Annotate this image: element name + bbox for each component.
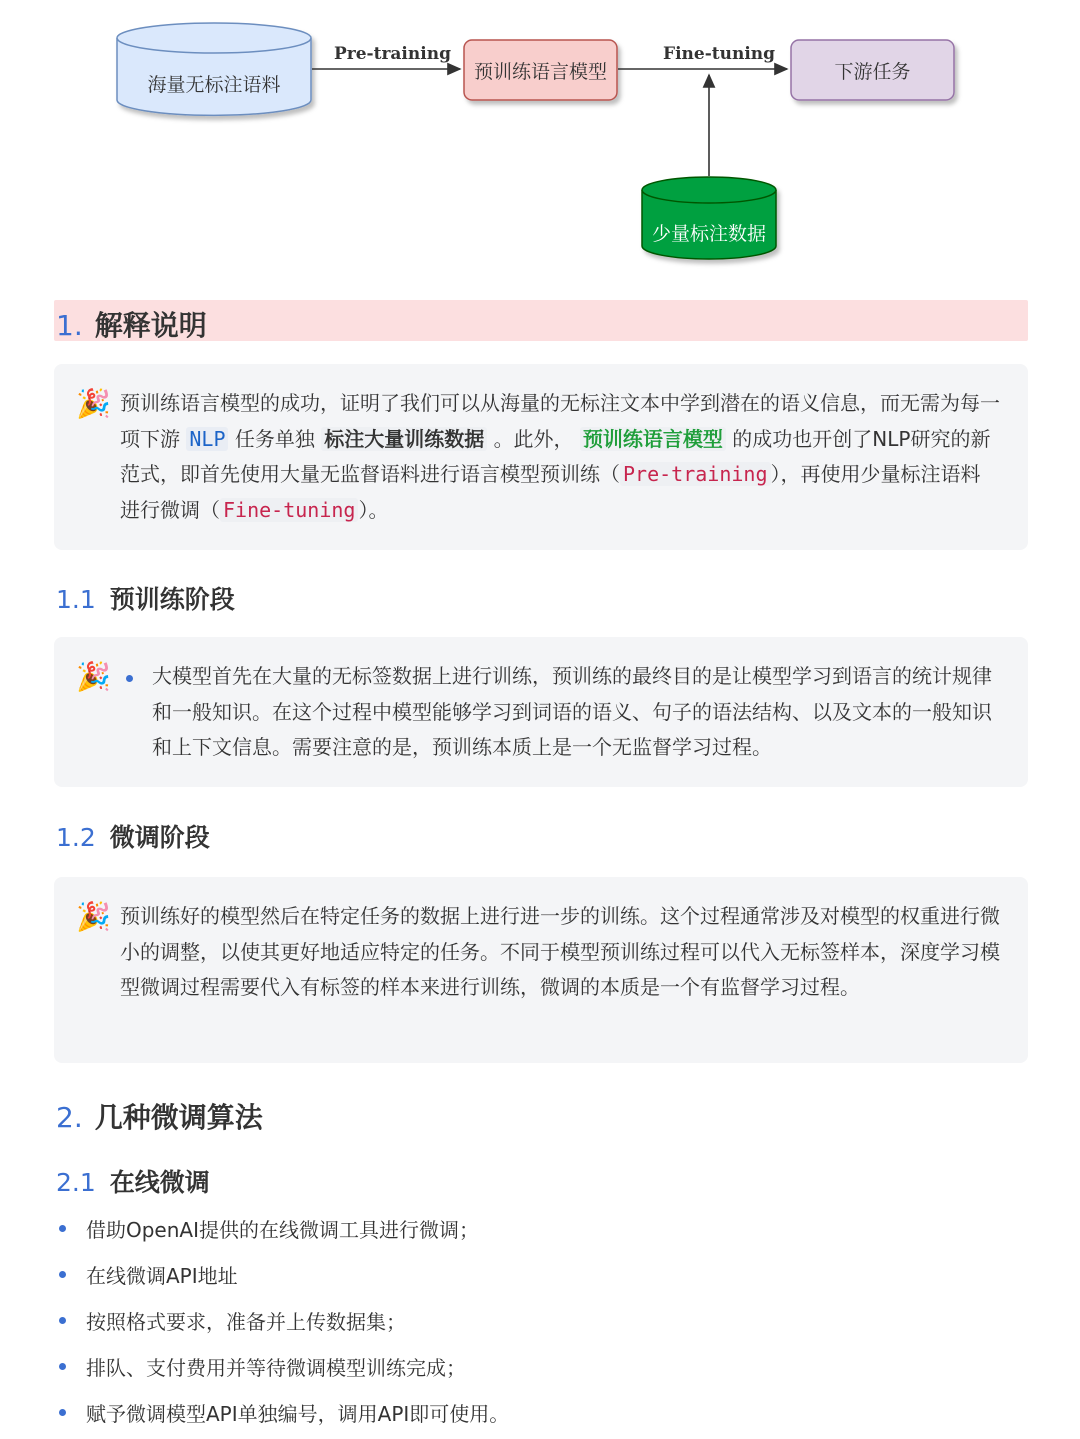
labeled-node-label: 少量标注数据 xyxy=(651,223,766,245)
bullet-dot xyxy=(59,1363,66,1370)
section-1-2-number: 1.2 xyxy=(56,823,96,852)
section-1-heading xyxy=(56,304,207,344)
list-item-text: 在线微调API地址 xyxy=(86,1264,238,1288)
pretrain-finetune-diagram xyxy=(0,0,1080,290)
section-2-1-number: 2.1 xyxy=(56,1168,96,1197)
section-2-heading xyxy=(56,1096,263,1136)
section-1-2-callout xyxy=(54,877,1028,1063)
section-2-1-title: 在线微调 xyxy=(109,1168,210,1197)
code-pre-training: Pre-training xyxy=(620,462,771,486)
section-1-1-title: 预训练阶段 xyxy=(109,585,235,614)
party-popper-icon: 🎉 xyxy=(76,387,111,420)
callout-text-part: ），再使用少量标注语料进行微调（ xyxy=(120,462,981,522)
finetuning-edge-label: Fine-tuning xyxy=(663,44,776,64)
downstream-node-label: 下游任务 xyxy=(834,61,911,83)
section-1-1-number: 1.1 xyxy=(56,585,96,614)
section-1-1-callout-text: 大模型首先在大量的无标签数据上进行训练，预训练的最终目的是让模型学习到语言的统计规律和一般知识。在这个过程中模型能够学习到词语的语义、句子的语法结构、以及文本的一般知识和上下文信息。需要注意的是，预训练本质上是一个无监督学习过程。 xyxy=(152,664,992,759)
callout-text-part: ）。 xyxy=(358,497,389,522)
list-item-text: 按照格式要求，准备并上传数据集； xyxy=(86,1310,406,1334)
list-item xyxy=(56,1352,466,1381)
callout-text-part: 。此外， xyxy=(493,426,574,451)
section-1-callout xyxy=(54,364,1028,550)
source-node-label: 海量无标注语料 xyxy=(147,74,281,96)
model-node-label: 预训练语言模型 xyxy=(473,61,607,83)
list-item-text: 排队、支付费用并等待微调模型训练完成； xyxy=(86,1356,466,1380)
code-fine-tuning: Fine-tuning xyxy=(220,498,358,522)
bullet-dot xyxy=(59,1317,66,1324)
pretraining-edge-label: Pre-training xyxy=(334,44,451,64)
section-2-1-heading xyxy=(56,1163,210,1199)
bullet-dot xyxy=(59,1225,66,1232)
bullet-dot xyxy=(59,1409,66,1416)
labeled-database-icon xyxy=(642,177,776,259)
bullet-dot xyxy=(126,675,133,682)
section-1-2-callout-text: 预训练好的模型然后在特定任务的数据上进行进一步的训练。这个过程通常涉及对模型的权重进行微小的调整，以使其更好地适应特定的任务。不同于模型预训练过程可以代入无标签样本，深度学习模型微调过程需要代入有标签的样本来进行训练，微调的本质是一个有监督学习过程。 xyxy=(120,904,1000,999)
list-item-text: 借助OpenAI提供的在线微调工具进行微调； xyxy=(86,1218,479,1242)
section-1-1-heading xyxy=(56,580,235,616)
callout-text-part: 预训练语言模型的成功，证明了我们可以从海量的无标注文本中学到潜在的语义信息，而无需为每一项下游 xyxy=(120,391,1000,451)
section-1-title: 解释说明 xyxy=(94,309,207,342)
bold-label-data: 标注大量训练数据 xyxy=(321,427,487,451)
section-1-2-title: 微调阶段 xyxy=(109,823,210,852)
list-item-text: 赋予微调模型API单独编号，调用API即可使用。 xyxy=(86,1402,510,1426)
callout-text-part: 的成功也开创了NLP研究的新范式，即首先使用大量无监督语料进行语言模型预训练（ xyxy=(120,426,991,486)
diagram-shapes xyxy=(0,0,1080,290)
list-item xyxy=(56,1306,406,1335)
list-item xyxy=(56,1398,509,1427)
section-1-1-callout xyxy=(54,637,1028,787)
section-1-callout-text xyxy=(120,386,1000,528)
section-1-2-heading xyxy=(56,818,210,854)
code-nlp: NLP xyxy=(186,427,228,451)
party-popper-icon: 🎉 xyxy=(76,900,111,933)
section-1-number: 1. xyxy=(56,309,83,342)
section-2-number: 2. xyxy=(56,1101,83,1134)
green-highlight-model: 预训练语言模型 xyxy=(580,427,726,451)
list-item xyxy=(56,1260,238,1289)
section-2-title: 几种微调算法 xyxy=(94,1101,263,1134)
party-popper-icon: 🎉 xyxy=(76,660,111,693)
bullet-dot xyxy=(59,1271,66,1278)
callout-text-part: 任务单独 xyxy=(234,426,315,451)
list-item xyxy=(56,1214,479,1243)
